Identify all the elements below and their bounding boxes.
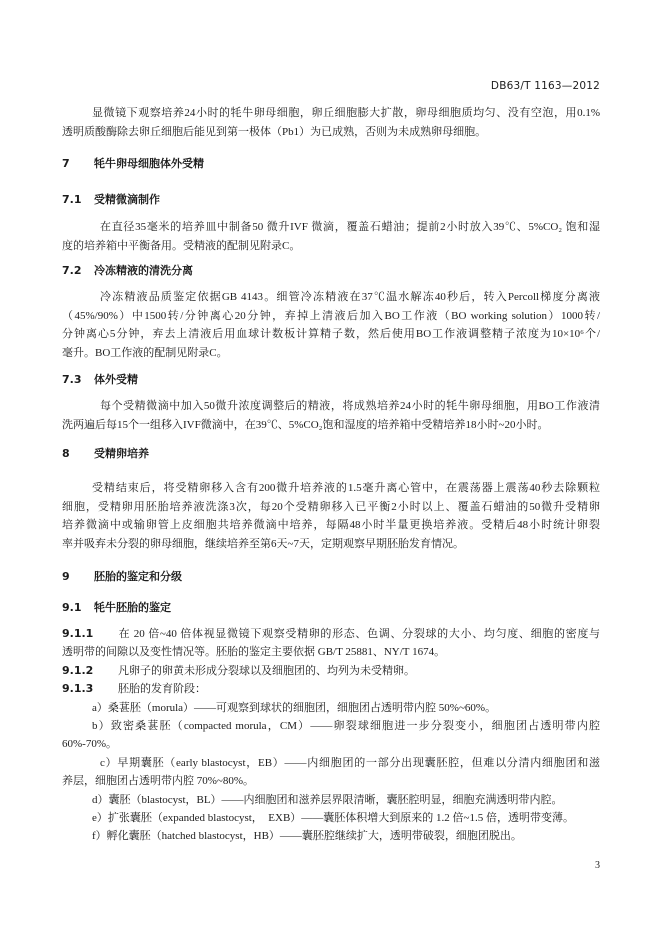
paragraph-line: 每个受精微滴中加入50微升浓度调整后的精液，将成熟培养24小时的牦牛卵母细胞，用BO工作液清	[100, 400, 600, 412]
list-label: f）	[92, 830, 107, 843]
clause-heading	[62, 599, 600, 618]
list-label: d）	[92, 793, 109, 806]
paragraph-line: 冷冻精液品质鉴定依据GB 4143。细管冷冻精液在37℃温水解冻40秒后，转入Percoll梯度分离液	[100, 291, 600, 303]
clause-paragraph	[62, 397, 600, 434]
section-number: 7	[62, 157, 70, 170]
list-label: b）	[92, 720, 111, 733]
clause-title: 受精微滴制作	[94, 193, 160, 206]
paragraph-line: 率并吸弃未分裂的卵母细胞，继续培养至第6天~7天，定期观察早期胚胎发育情况。	[62, 537, 464, 550]
list-item	[62, 754, 600, 772]
clause-number: 9.1.2	[62, 663, 94, 677]
clause-heading	[62, 371, 600, 390]
clause-line	[62, 680, 600, 698]
clause-paragraph	[62, 218, 600, 255]
clause-number: 7.1	[62, 193, 82, 206]
list-label: a）	[92, 701, 108, 714]
list-text: 囊胚（blastocyst，BL）——内细胞团和滋养层界限清晰，囊胚腔明显，细胞充满透明带内腔。	[108, 793, 563, 806]
paragraph-line: （45%/90%）中1500转/分钟离心20分钟，弃掉上清液后加入BO工作液（BO working solution）1000转/	[62, 309, 600, 322]
clause-title: 体外受精	[94, 373, 138, 386]
paragraph-line: 毫升。BO工作液的配制见附录C。	[62, 346, 228, 359]
clause-paragraph	[62, 288, 600, 362]
clause-number: 9.1.1	[62, 627, 94, 640]
clause-number: 7.3	[62, 373, 82, 386]
paragraph-line: 在直径35毫米的培养皿中制备50 微升IVF 微滴，覆盖石蜡油；提前2小时放入39℃、5%CO₂ 饱和湿	[100, 221, 600, 233]
list-label: c）	[100, 756, 118, 769]
clause-number: 9.1	[62, 601, 82, 614]
paragraph-line: 细胞，受精卵用胚胎培养液洗涤3次，每20个受精卵移入已平衡2小时以上、覆盖石蜡油的50微升受精卵	[62, 500, 600, 513]
list-item-continuation: 养层，细胞团占透明带内腔 70%~80%。	[62, 775, 255, 788]
document-code: DB63/T 1163—2012	[490, 80, 600, 92]
section-title: 牦牛卵母细胞体外受精	[94, 157, 204, 170]
clause-line: 透明带的间隙以及变性情况等。胚胎的鉴定主要依据 GB/T 25881、NY/T 1674。	[62, 646, 446, 659]
page-number: 3	[595, 860, 600, 871]
section-number: 9	[62, 570, 70, 583]
clause-text: 凡卵子的卵黄未形成分裂球以及细胞团的、均列为未受精卵。	[118, 664, 415, 677]
clause-text: 在 20 倍~40 倍体视显微镜下观察受精卵的形态、色调、分裂球的大小、均匀度、细胞的密度与	[118, 628, 600, 640]
clause-line	[62, 662, 600, 680]
list-item	[62, 809, 600, 827]
list-text: 桑葚胚（morula）——可观察到球状的细胞团，细胞团占透明带内腔 50%~60%。	[107, 701, 497, 714]
clause-title: 牦牛胚胎的鉴定	[94, 601, 171, 614]
paragraph-line: 度的培养箱中平衡备用。受精液的配制见附录C。	[62, 239, 301, 252]
section-title: 受精卵培养	[94, 447, 149, 460]
section-number: 8	[62, 447, 70, 460]
paragraph-line: 受精结束后，将受精卵移入含有200微升培养液的1.5毫升离心管中，在震荡器上震荡40秒去除颗粒	[92, 482, 600, 494]
paragraph-line: 分钟离心5分钟，弃去上清液后用血球计数板计算精子数，然后使用BO工作液调整精子浓度为10×10⁶个/	[62, 328, 600, 341]
list-item	[62, 791, 600, 809]
section-paragraph	[62, 479, 600, 553]
section-heading	[62, 155, 600, 174]
section-title: 胚胎的鉴定和分级	[94, 570, 182, 583]
clause-text: 胚胎的发育阶段：	[118, 683, 206, 696]
list-text: 扩张囊胚（expanded blastocyst， EXB）——囊胚体积增大到原来的 1.2 倍~1.5 倍，透明带变薄。	[107, 812, 574, 825]
list-text: 致密桑葚胚（compacted morula，CM）——卵裂球细胞进一步分裂变小，细胞团占透明带内腔	[110, 720, 601, 733]
list-item	[62, 827, 600, 845]
paragraph-line: 洗两遍后每15个一组移入IVF微滴中，在39℃、5%CO₂饱和湿度的培养箱中受精培养18小时~20小时。	[62, 418, 549, 431]
list-item	[62, 699, 600, 717]
clause-line	[62, 625, 600, 643]
list-item-continuation: 60%-70%。	[62, 738, 117, 751]
intro-paragraph	[62, 104, 600, 141]
clause-number: 9.1.3	[62, 682, 94, 696]
list-item	[62, 717, 600, 735]
list-text: 早期囊胚（early blastocyst，EB）——内细胞团的一部分出现囊胚腔，但难以分清内细胞团和滋	[117, 756, 600, 769]
clause-title: 冷冻精液的清洗分离	[94, 264, 193, 277]
paragraph-line: 透明质酸酶除去卵丘细胞后能见到第一极体（Pb1）为已成熟，否则为未成熟卵母细胞。	[62, 125, 487, 138]
list-text: 孵化囊胚（hatched blastocyst，HB）——囊胚腔继续扩大，透明带破裂，细胞团脱出。	[106, 830, 522, 843]
clause-heading	[62, 191, 600, 210]
paragraph-line: 显微镜下观察培养24小时的牦牛卵母细胞，卵丘细胞膨大扩散，卵母细胞质均匀、没有空泡，用0.1%	[92, 107, 600, 119]
clause-number: 7.2	[62, 264, 82, 277]
section-heading	[62, 445, 600, 464]
list-label: e）	[92, 812, 108, 825]
section-heading	[62, 568, 600, 587]
clause-heading	[62, 262, 600, 281]
paragraph-line: 培养微滴中或输卵管上皮细胞共培养微滴中培养，每隔48小时半量更换培养液。受精后48小时统计卵裂	[62, 519, 600, 532]
clause-list	[62, 625, 600, 846]
